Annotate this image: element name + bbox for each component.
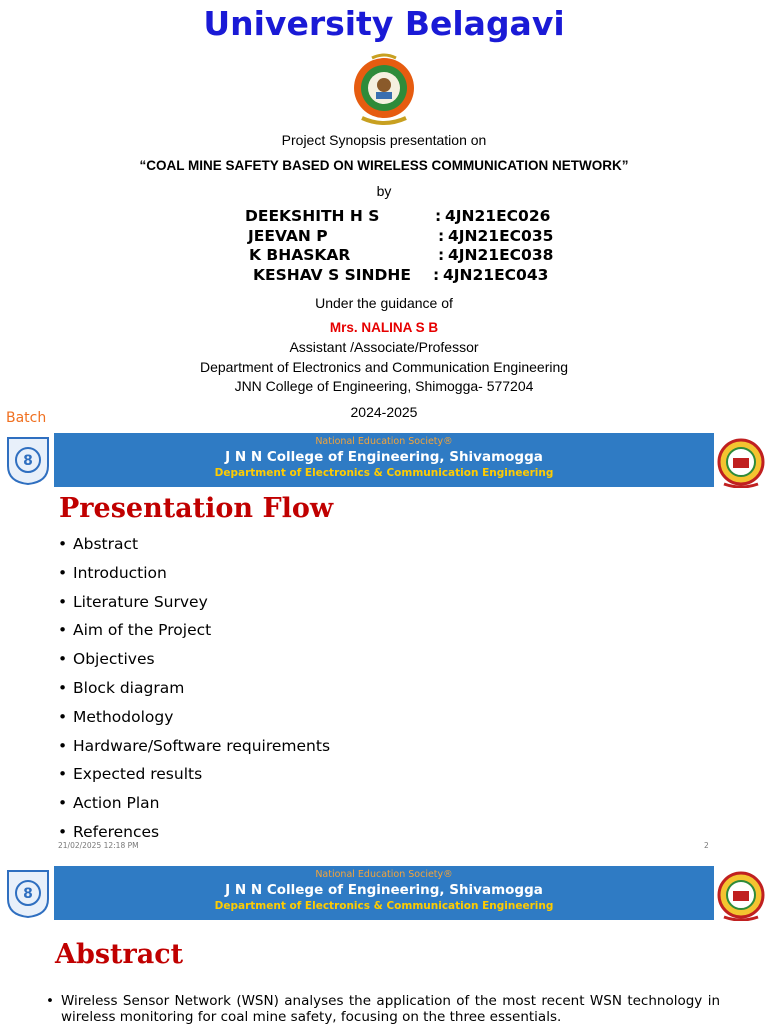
project-title: “COAL MINE SAFETY BASED ON WIRELESS COMMUNICATION NETWORK” — [139, 158, 629, 173]
guide-designation: Assistant /Associate/Professor — [289, 339, 479, 355]
list-item: • Introduction — [58, 563, 167, 582]
list-item: • Hardware/Software requirements — [58, 736, 331, 755]
guide-name: Mrs. NALINA S B — [329, 320, 439, 335]
abstract-text: Wireless Sensor Network (WSN) analyses the application of the most recent WSN technology in wireless monitoring for coal mine safety, focusing on the three essentials. — [61, 993, 720, 1025]
slide-date: 21/02/2025 12:18 PM — [58, 841, 139, 850]
by-label: by — [376, 183, 392, 199]
academic-year: 2024-2025 — [350, 404, 418, 420]
abstract-paragraph — [46, 993, 720, 1025]
list-item: • Objectives — [58, 650, 155, 669]
slide-title: Presentation Flow — [59, 493, 334, 524]
list-item: • Methodology — [58, 707, 174, 726]
jnnce-logo — [4, 867, 52, 919]
member-name: JEEVAN P — [248, 226, 328, 245]
member-usn: 4JN21EC043 — [443, 265, 549, 284]
member-sep: : — [435, 207, 442, 225]
banner-department: Department of Electronics & Communication Engineering — [214, 467, 554, 479]
vtu-logo — [352, 52, 416, 128]
member-name: K BHASKAR — [249, 246, 351, 264]
nes-logo — [716, 434, 766, 488]
batch-label: Batch — [6, 410, 47, 426]
list-item: • Action Plan — [58, 794, 160, 813]
list-item: • Abstract — [58, 535, 139, 553]
member-sep: : — [438, 226, 445, 245]
member-usn: 4JN21EC035 — [448, 226, 554, 245]
member-sep: : — [438, 246, 445, 264]
presentation-intro: Project Synopsis presentation on — [281, 132, 487, 148]
jnnce-logo — [4, 434, 52, 486]
university-title — [0, 4, 768, 44]
presentation-flow-list — [58, 532, 330, 849]
list-item: • References — [58, 822, 160, 841]
department-name: Department of Electronics and Communication Engineering — [199, 359, 569, 375]
list-item: • Expected results — [58, 765, 203, 784]
svg-text:8: 8 — [23, 453, 33, 469]
member-usn: 4JN21EC038 — [448, 246, 554, 264]
nes-logo — [716, 867, 766, 921]
college-address: JNN College of Engineering, Shimogga- 577204 — [234, 378, 534, 394]
college-banner — [54, 433, 714, 487]
member-sep: : — [433, 265, 440, 284]
member-name: KESHAV S SINDHE — [253, 265, 411, 284]
banner-society: National Education Society® — [315, 869, 453, 880]
list-item: • Block diagram — [58, 678, 185, 697]
banner-society: National Education Society® — [315, 436, 453, 447]
banner-college: J N N College of Engineering, Shivamogga — [225, 449, 543, 465]
list-item: • Literature Survey — [58, 592, 208, 611]
member-usn: 4JN21EC026 — [445, 207, 551, 225]
guidance-label: Under the guidance of — [315, 295, 453, 311]
abstract-title: Abstract — [55, 939, 184, 970]
slide-number: 2 — [704, 841, 709, 850]
university-line: University Belagavi — [203, 4, 565, 43]
svg-text:8: 8 — [23, 886, 33, 902]
banner-department: Department of Electronics & Communication Engineering — [214, 900, 554, 912]
list-item: • Aim of the Project — [58, 621, 212, 640]
bullet: • — [46, 993, 54, 1009]
banner-college: J N N College of Engineering, Shivamogga — [225, 882, 543, 898]
member-name: DEEKSHITH H S — [245, 207, 380, 225]
college-banner — [54, 866, 714, 920]
